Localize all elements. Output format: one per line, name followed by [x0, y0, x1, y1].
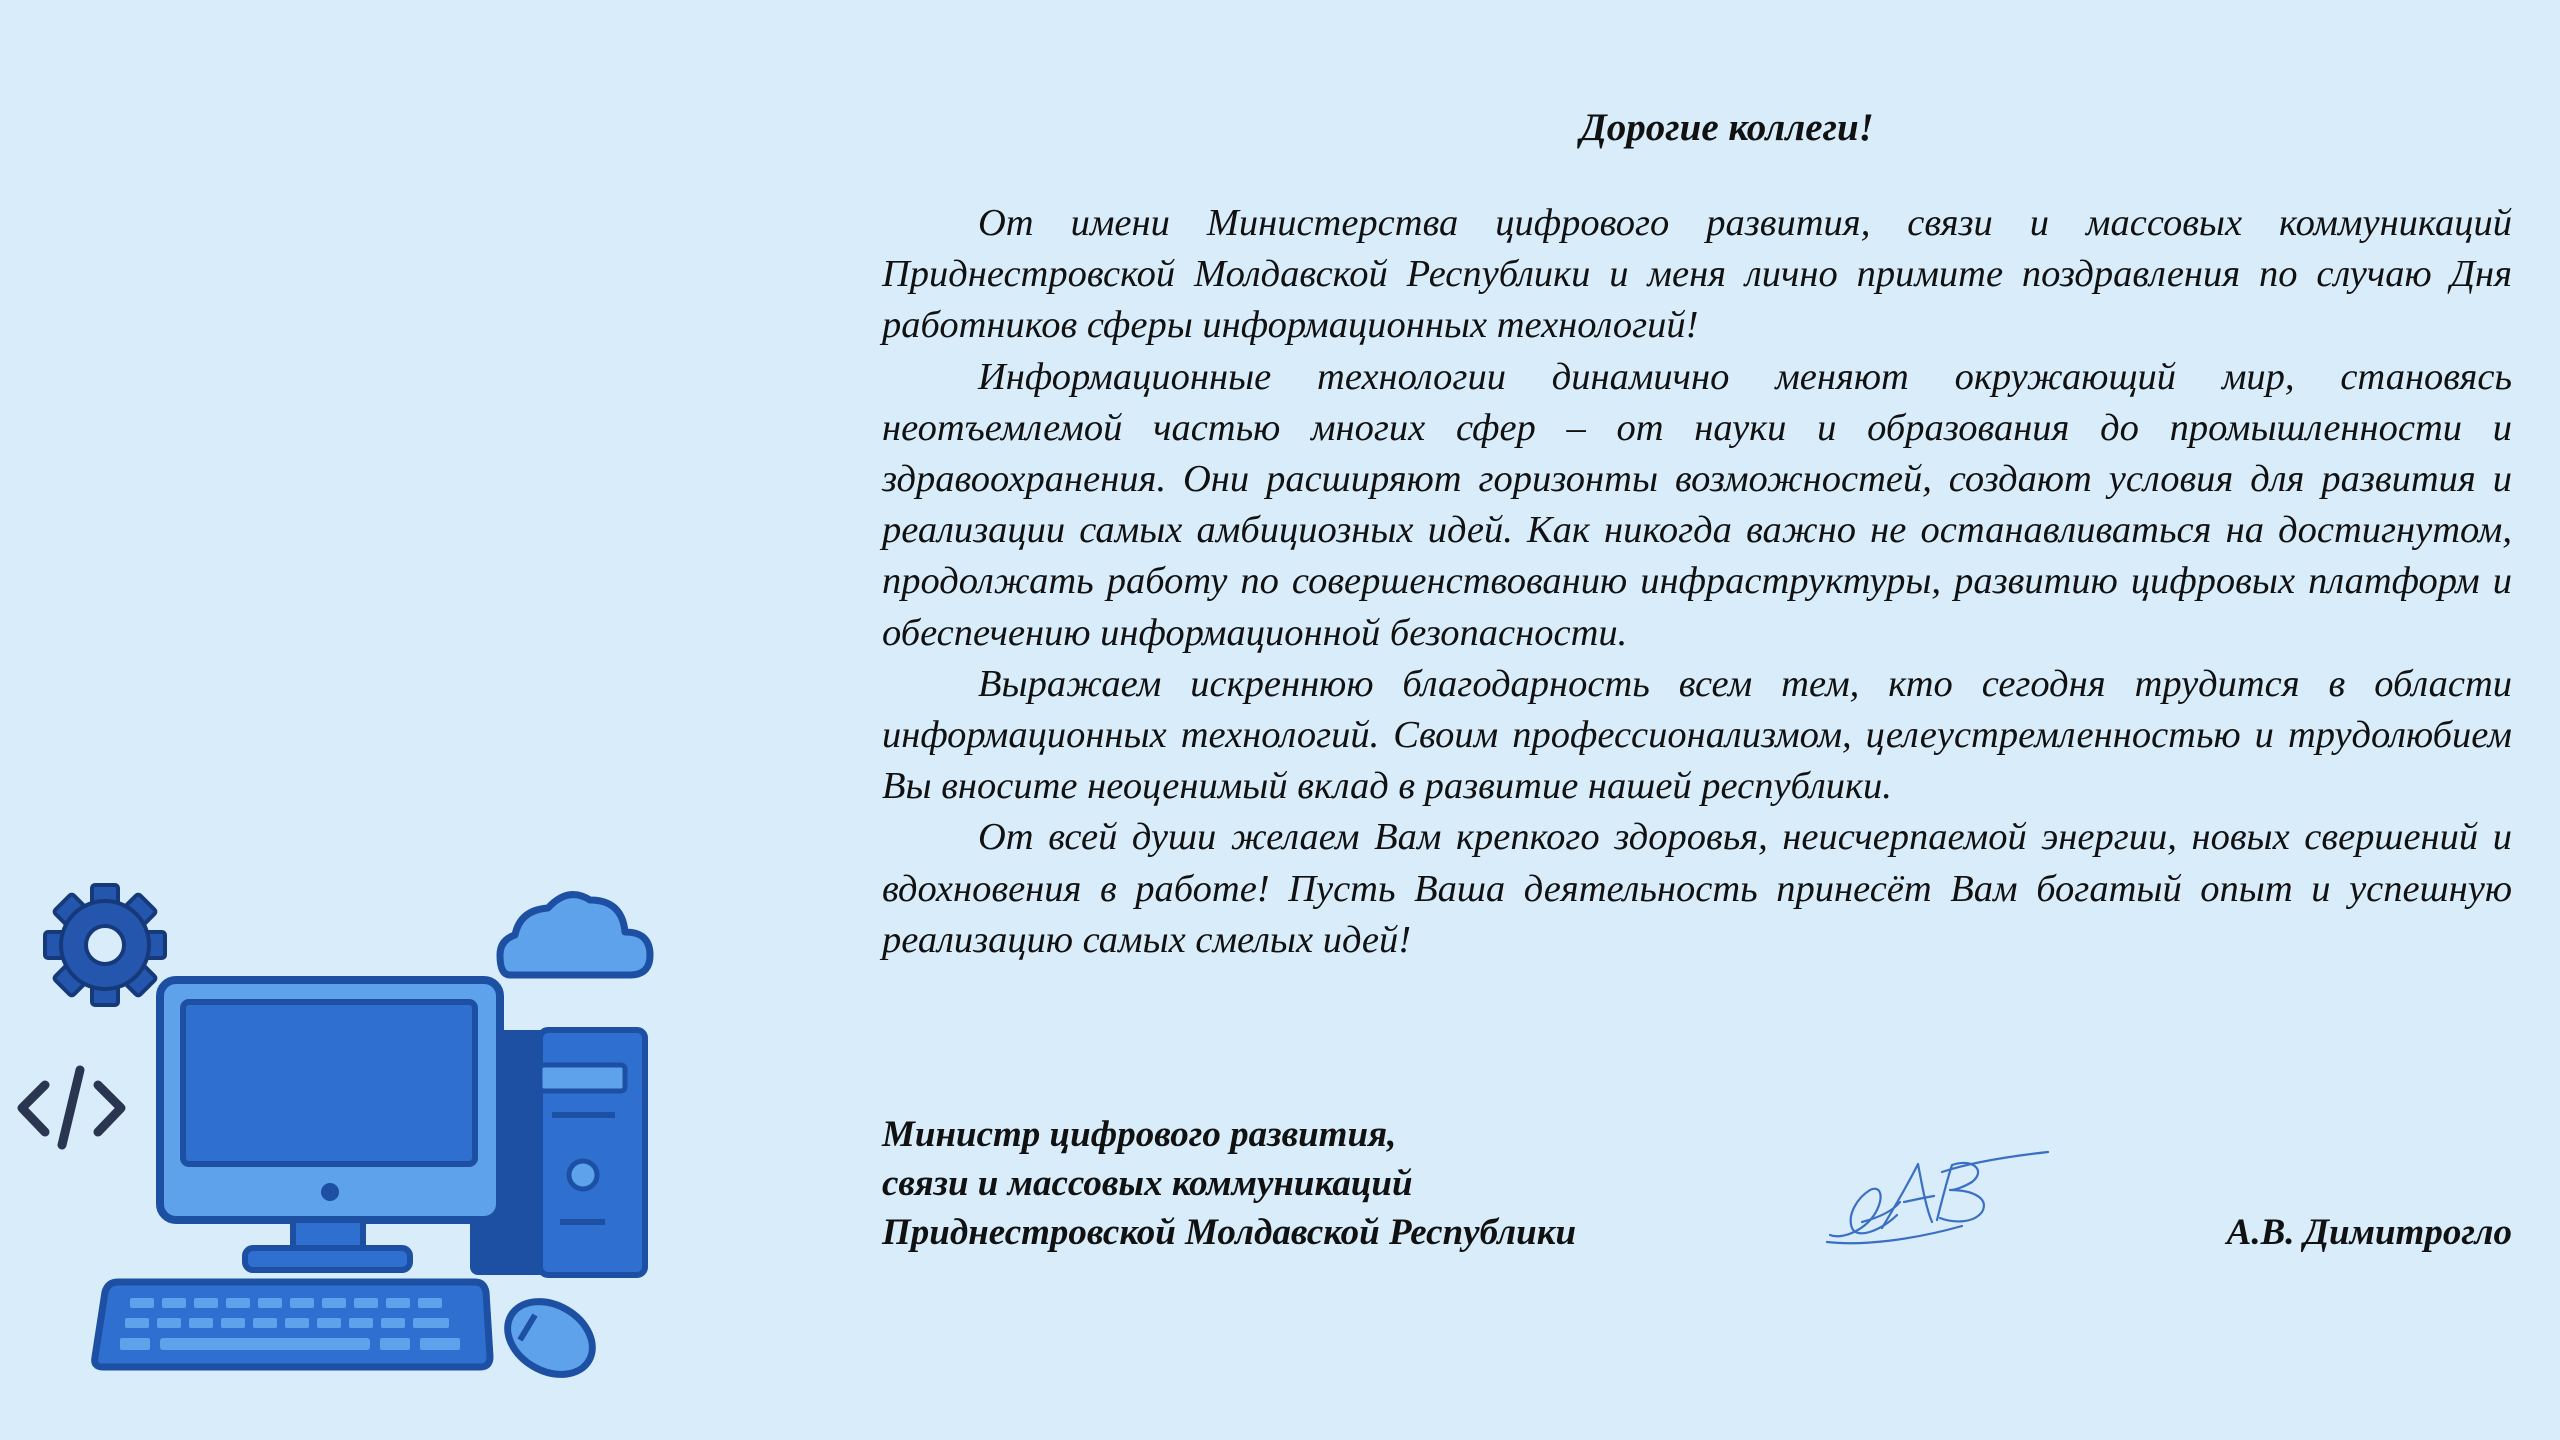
letter-paragraph: Информационные технологии динамично меняют окружающий мир, становясь неотъемлемой частью многих сфер – от науки и образования до промышленности и здравоохранения. Они расширяют горизонты возможностей, создают условия для развития и реализации самых амбициозных идей. Как никогда важно не останавливаться на достигнутом, продолжать работу по совершенствованию инфраструктуры, развитию цифровых платформ и обеспечению информационной безопасности.	[882, 355, 2512, 654]
mouse-icon	[495, 1287, 606, 1389]
letter-paragraph: Выражаем искреннюю благодарность всем тем, кто сегодня трудится в области информационных технологий. Своим профессионализмом, целеустремленностью и трудолюбием Вы вносите неоценимый вклад в развитие нашей республики.	[882, 662, 2512, 808]
signer-title-line: Приднестровской Молдавской Республики	[882, 1212, 1577, 1253]
signer-name: А.В. Димитрогло	[2226, 1212, 2512, 1253]
keyboard-icon	[95, 1282, 490, 1367]
cloud-icon	[500, 895, 650, 975]
gear-icon	[45, 885, 165, 1005]
computer-illustration	[0, 870, 680, 1390]
signer-title-line: Министр цифрового развития,	[882, 1114, 1397, 1155]
signature-block	[882, 1110, 2512, 1270]
handwritten-signature	[1822, 1150, 2052, 1250]
code-icon	[22, 1070, 121, 1145]
signer-title	[882, 1110, 1576, 1257]
letter-body	[882, 100, 2512, 966]
monitor-icon	[160, 980, 500, 1270]
letter-paragraph: От имени Министерства цифрового развития, связи и массовых коммуникаций Приднестровской Молдавской Республики и меня лично примите поздравления по случаю Дня работников сферы информационных технологий!	[882, 202, 2512, 347]
letter-greeting: Дорогие коллеги!	[1580, 106, 1874, 149]
letter-paragraph: От всей души желаем Вам крепкого здоровья, неисчерпаемой энергии, новых свершений и вдохновения в работе! Пусть Ваша деятельность принесёт Вам богатый опыт и успешную реализацию самых смелых идей!	[882, 816, 2512, 961]
signer-title-line: связи и массовых коммуникаций	[882, 1163, 1413, 1204]
